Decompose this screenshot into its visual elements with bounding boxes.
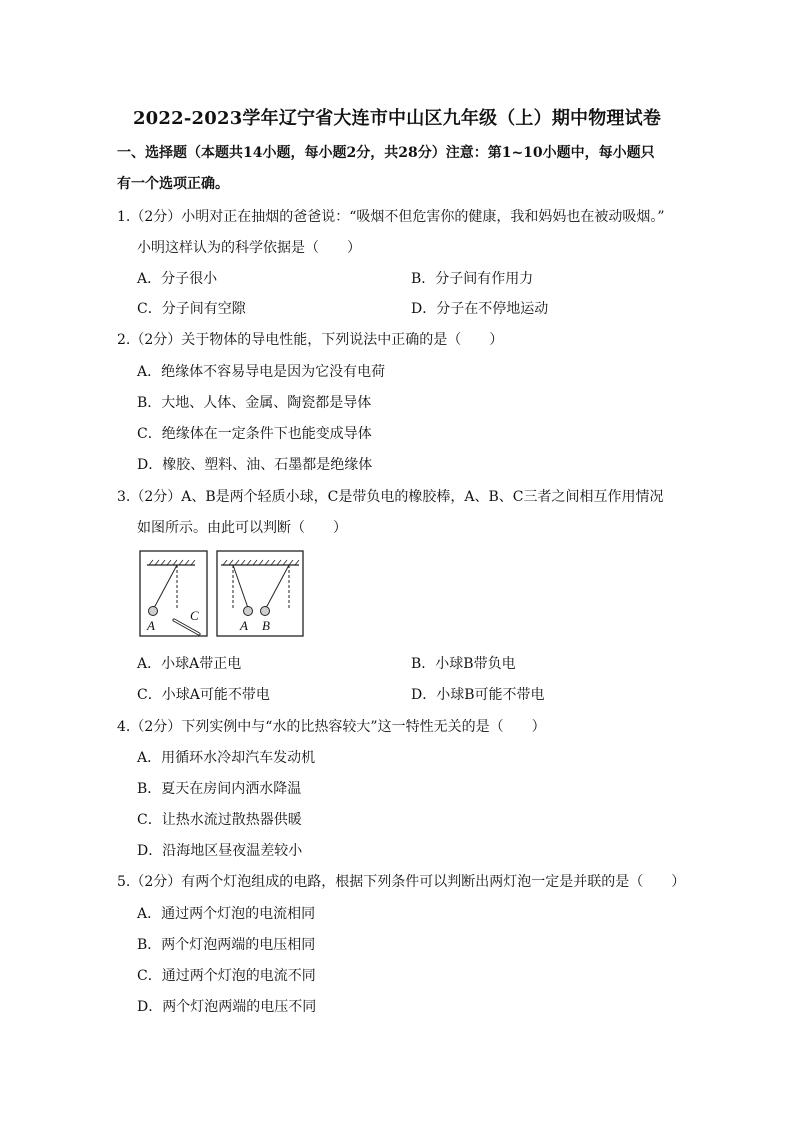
q4-option-a[interactable]: A．用循环水冷却汽车发动机 <box>137 750 316 766</box>
q1-option-d[interactable]: D．分子在不停地运动 <box>411 301 549 317</box>
q1-option-b[interactable]: B．分子间有作用力 <box>411 271 534 287</box>
q3-option-a[interactable]: A．小球A带正电 <box>137 656 242 672</box>
q5-option-d[interactable]: D．两个灯泡两端的电压不同 <box>137 999 317 1015</box>
q3-pendulum-figure <box>139 550 305 638</box>
q2-stem: 2.（2分）关于物体的导电性能，下列说法中正确的是（ ） <box>117 332 504 348</box>
figure-label-c: C <box>190 608 199 623</box>
q3-stem-line-1: 3.（2分）A、B是两个轻质小球，C是带负电的橡胶棒，A、B、C三者之间相互作用情况 <box>117 489 664 505</box>
exam-title: 2022-2023学年辽宁省大连市中山区九年级（上）期中物理试卷 <box>132 108 662 129</box>
q3-option-d[interactable]: D．小球B可能不带电 <box>411 687 545 703</box>
q5-option-a[interactable]: A．通过两个灯泡的电流相同 <box>137 906 316 922</box>
q1-option-a[interactable]: A．分子很小 <box>137 271 218 287</box>
figure-label-a-right: A <box>240 618 248 633</box>
q3-option-c[interactable]: C．小球A可能不带电 <box>137 687 270 703</box>
q2-option-c[interactable]: C．绝缘体在一定条件下也能变成导体 <box>137 426 372 442</box>
q2-option-b[interactable]: B．大地、人体、金属、陶瓷都是导体 <box>137 395 372 411</box>
section-heading-line-2: 有一个选项正确。 <box>117 176 229 192</box>
q5-option-b[interactable]: B．两个灯泡两端的电压相同 <box>137 937 316 953</box>
figure-panel-left <box>140 551 207 636</box>
q4-option-c[interactable]: C．让热水流过散热器供暖 <box>137 812 302 828</box>
figure-panel-right <box>217 551 303 636</box>
q1-option-c[interactable]: C．分子间有空隙 <box>137 301 246 317</box>
figure-label-a-left: A <box>147 618 155 633</box>
section-heading-line-1: 一、选择题（本题共14小题，每小题2分，共28分）注意：第1~10小题中，每小题只 <box>117 145 655 161</box>
q4-option-d[interactable]: D．沿海地区昼夜温差较小 <box>137 843 303 859</box>
q3-stem-line-2: 如图所示。由此可以判断（ ） <box>137 520 347 536</box>
q5-stem: 5.（2分）有两个灯泡组成的电路，根据下列条件可以判断出两灯泡一定是并联的是（ ） <box>117 874 686 890</box>
q4-option-b[interactable]: B．夏天在房间内洒水降温 <box>137 781 302 797</box>
q4-stem: 4.（2分）下列实例中与“水的比热容较大”这一特性无关的是（ ） <box>117 719 546 735</box>
figure-label-b: B <box>262 618 270 633</box>
q1-stem-line-2: 小明这样认为的科学依据是（ ） <box>137 240 361 256</box>
q3-option-b[interactable]: B．小球B带负电 <box>411 656 516 672</box>
q2-option-a[interactable]: A．绝缘体不容易导电是因为它没有电荷 <box>137 364 386 380</box>
q2-option-d[interactable]: D．橡胶、塑料、油、石墨都是绝缘体 <box>137 457 373 473</box>
q1-stem-line-1: 1.（2分）小明对正在抽烟的爸爸说：“吸烟不但危害你的健康，我和妈妈也在被动吸烟。” <box>117 209 665 225</box>
q5-option-c[interactable]: C．通过两个灯泡的电流不同 <box>137 968 316 984</box>
